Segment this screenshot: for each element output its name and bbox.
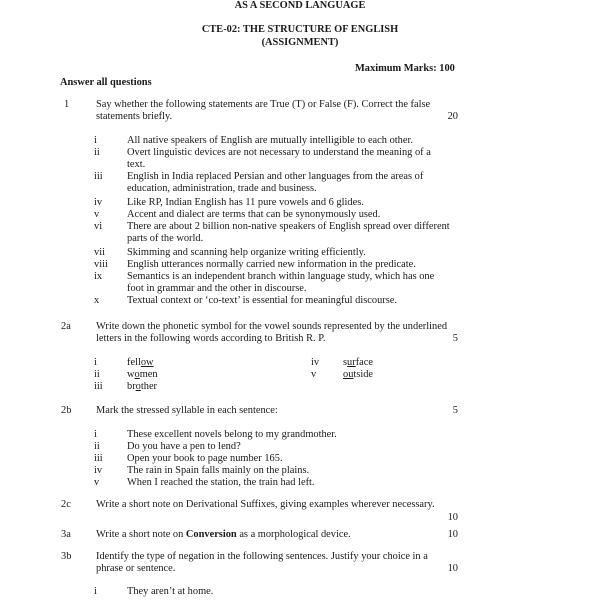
q1-marks: 20: [447, 111, 458, 122]
q2c-prompt: Write a short note on Derivational Suffixes, giving examples wherever necessary.: [96, 499, 435, 510]
maximum-marks: Maximum Marks: 100: [355, 63, 455, 74]
q2a-word-roman: iii: [94, 381, 103, 392]
q3b-item-roman: i: [94, 586, 97, 597]
q2b-item-roman: i: [94, 429, 97, 440]
q3a-prompt: Write a short note on Conversion as a morphological device.: [96, 529, 351, 540]
q1-item-text: Like RP, Indian English has 11 pure vowels and 6 glides.: [127, 197, 364, 208]
q3b-prompt-line-2: phrase or sentence.: [96, 563, 176, 574]
q1-item-roman: iii: [94, 171, 103, 182]
q1-item-roman: x: [94, 295, 100, 306]
q3a-number: 3a: [61, 529, 71, 540]
q2a-word-roman: ii: [94, 369, 100, 380]
q1-item-text: All native speakers of English are mutually intelligible to each other.: [127, 135, 413, 146]
q2a-number: 2a: [61, 321, 71, 332]
q1-item-roman: viii: [94, 259, 108, 270]
q2b-item-roman: iv: [94, 465, 103, 476]
q1-item-text: education, administration, trade and business.: [127, 183, 317, 194]
q2b-item-text: These excellent novels belong to my grandmother.: [127, 429, 337, 440]
q2c-marks: 10: [447, 512, 458, 523]
q2a-word-roman: i: [94, 357, 97, 368]
q2b-item-text: When I reached the station, the train had left.: [127, 477, 315, 488]
course-title: CTE-02: THE STRUCTURE OF ENGLISH: [201, 24, 399, 35]
q3a-marks: 10: [447, 529, 458, 540]
q2a-word-roman: v: [311, 369, 317, 380]
q1-prompt-line-2: statements briefly.: [96, 111, 173, 122]
q2a-word: outside: [343, 369, 374, 380]
q2a-word: brother: [127, 381, 158, 392]
q1-item-text: Skimming and scanning help organize writing efficiently.: [127, 247, 366, 258]
q2a-prompt-line-1: Write down the phonetic symbol for the vowel sounds represented by the underlined: [96, 321, 448, 332]
q1-item-text: English utterances normally carried new information in the predicate.: [127, 259, 416, 270]
q1-item-text: Accent and dialect are terms that can be synonymously used.: [127, 209, 381, 220]
q1-item-text: parts of the world.: [127, 233, 204, 244]
q1-item-roman: iv: [94, 197, 103, 208]
q3b-prompt-line-1: Identify the type of negation in the following sentences. Justify your choice in a: [96, 551, 428, 562]
q1-number: 1: [64, 99, 70, 110]
q1-item-roman: ix: [94, 271, 103, 282]
q3b-number: 3b: [61, 551, 72, 562]
q1-item-text: text.: [127, 159, 146, 170]
instruction: Answer all questions: [60, 77, 152, 88]
q1-item-text: Textual context or ‘co-text’ is essential for meaningful discourse.: [127, 295, 398, 306]
q1-prompt-line-1: Say whether the following statements are True (T) or False (F). Correct the false: [96, 99, 431, 110]
q1-item-text: Overt linguistic devices are not necessary to understand the meaning of a: [127, 147, 431, 158]
q1-item-roman: ii: [94, 147, 100, 158]
q2a-word-roman: iv: [311, 357, 320, 368]
q1-item-text: English in India replaced Persian and other languages from the areas of: [127, 171, 424, 182]
q2b-item-text: Do you have a pen to lend?: [127, 441, 241, 452]
q2a-word: surface: [343, 357, 373, 368]
q2a-prompt-line-2: letters in the following words according to British R. P.: [96, 333, 326, 344]
q2b-marks: 5: [452, 405, 458, 416]
q1-item-text: foot in grammar and the other in discourse.: [127, 283, 307, 294]
q2c-number: 2c: [61, 499, 71, 510]
q2b-item-text: The rain in Spain falls mainly on the plains.: [127, 465, 310, 476]
q2b-item-roman: v: [94, 477, 100, 488]
assignment-label: (ASSIGNMENT): [261, 37, 339, 48]
q2b-item-roman: ii: [94, 441, 100, 452]
q2b-item-roman: iii: [94, 453, 103, 464]
q2b-item-text: Open your book to page number 165.: [127, 453, 283, 464]
q1-item-roman: vii: [94, 247, 105, 258]
q1-item-text: Semantics is an independent branch within language study, which has one: [127, 271, 435, 282]
q1-item-roman: v: [94, 209, 100, 220]
q2a-marks: 5: [452, 333, 458, 344]
q3b-item-text: They aren’t at home.: [127, 586, 214, 597]
q2b-number: 2b: [61, 405, 72, 416]
q1-item-roman: vi: [94, 221, 103, 232]
q3b-marks: 10: [447, 563, 458, 574]
q2a-word: women: [127, 369, 158, 380]
q1-item-roman: i: [94, 135, 97, 146]
q2a-word: fellow: [127, 357, 154, 368]
header-line-1: AS A SECOND LANGUAGE: [234, 0, 366, 11]
q2b-prompt: Mark the stressed syllable in each sentence:: [96, 405, 278, 416]
q1-item-text: There are about 2 billion non-native speakers of English spread over different: [127, 221, 450, 232]
